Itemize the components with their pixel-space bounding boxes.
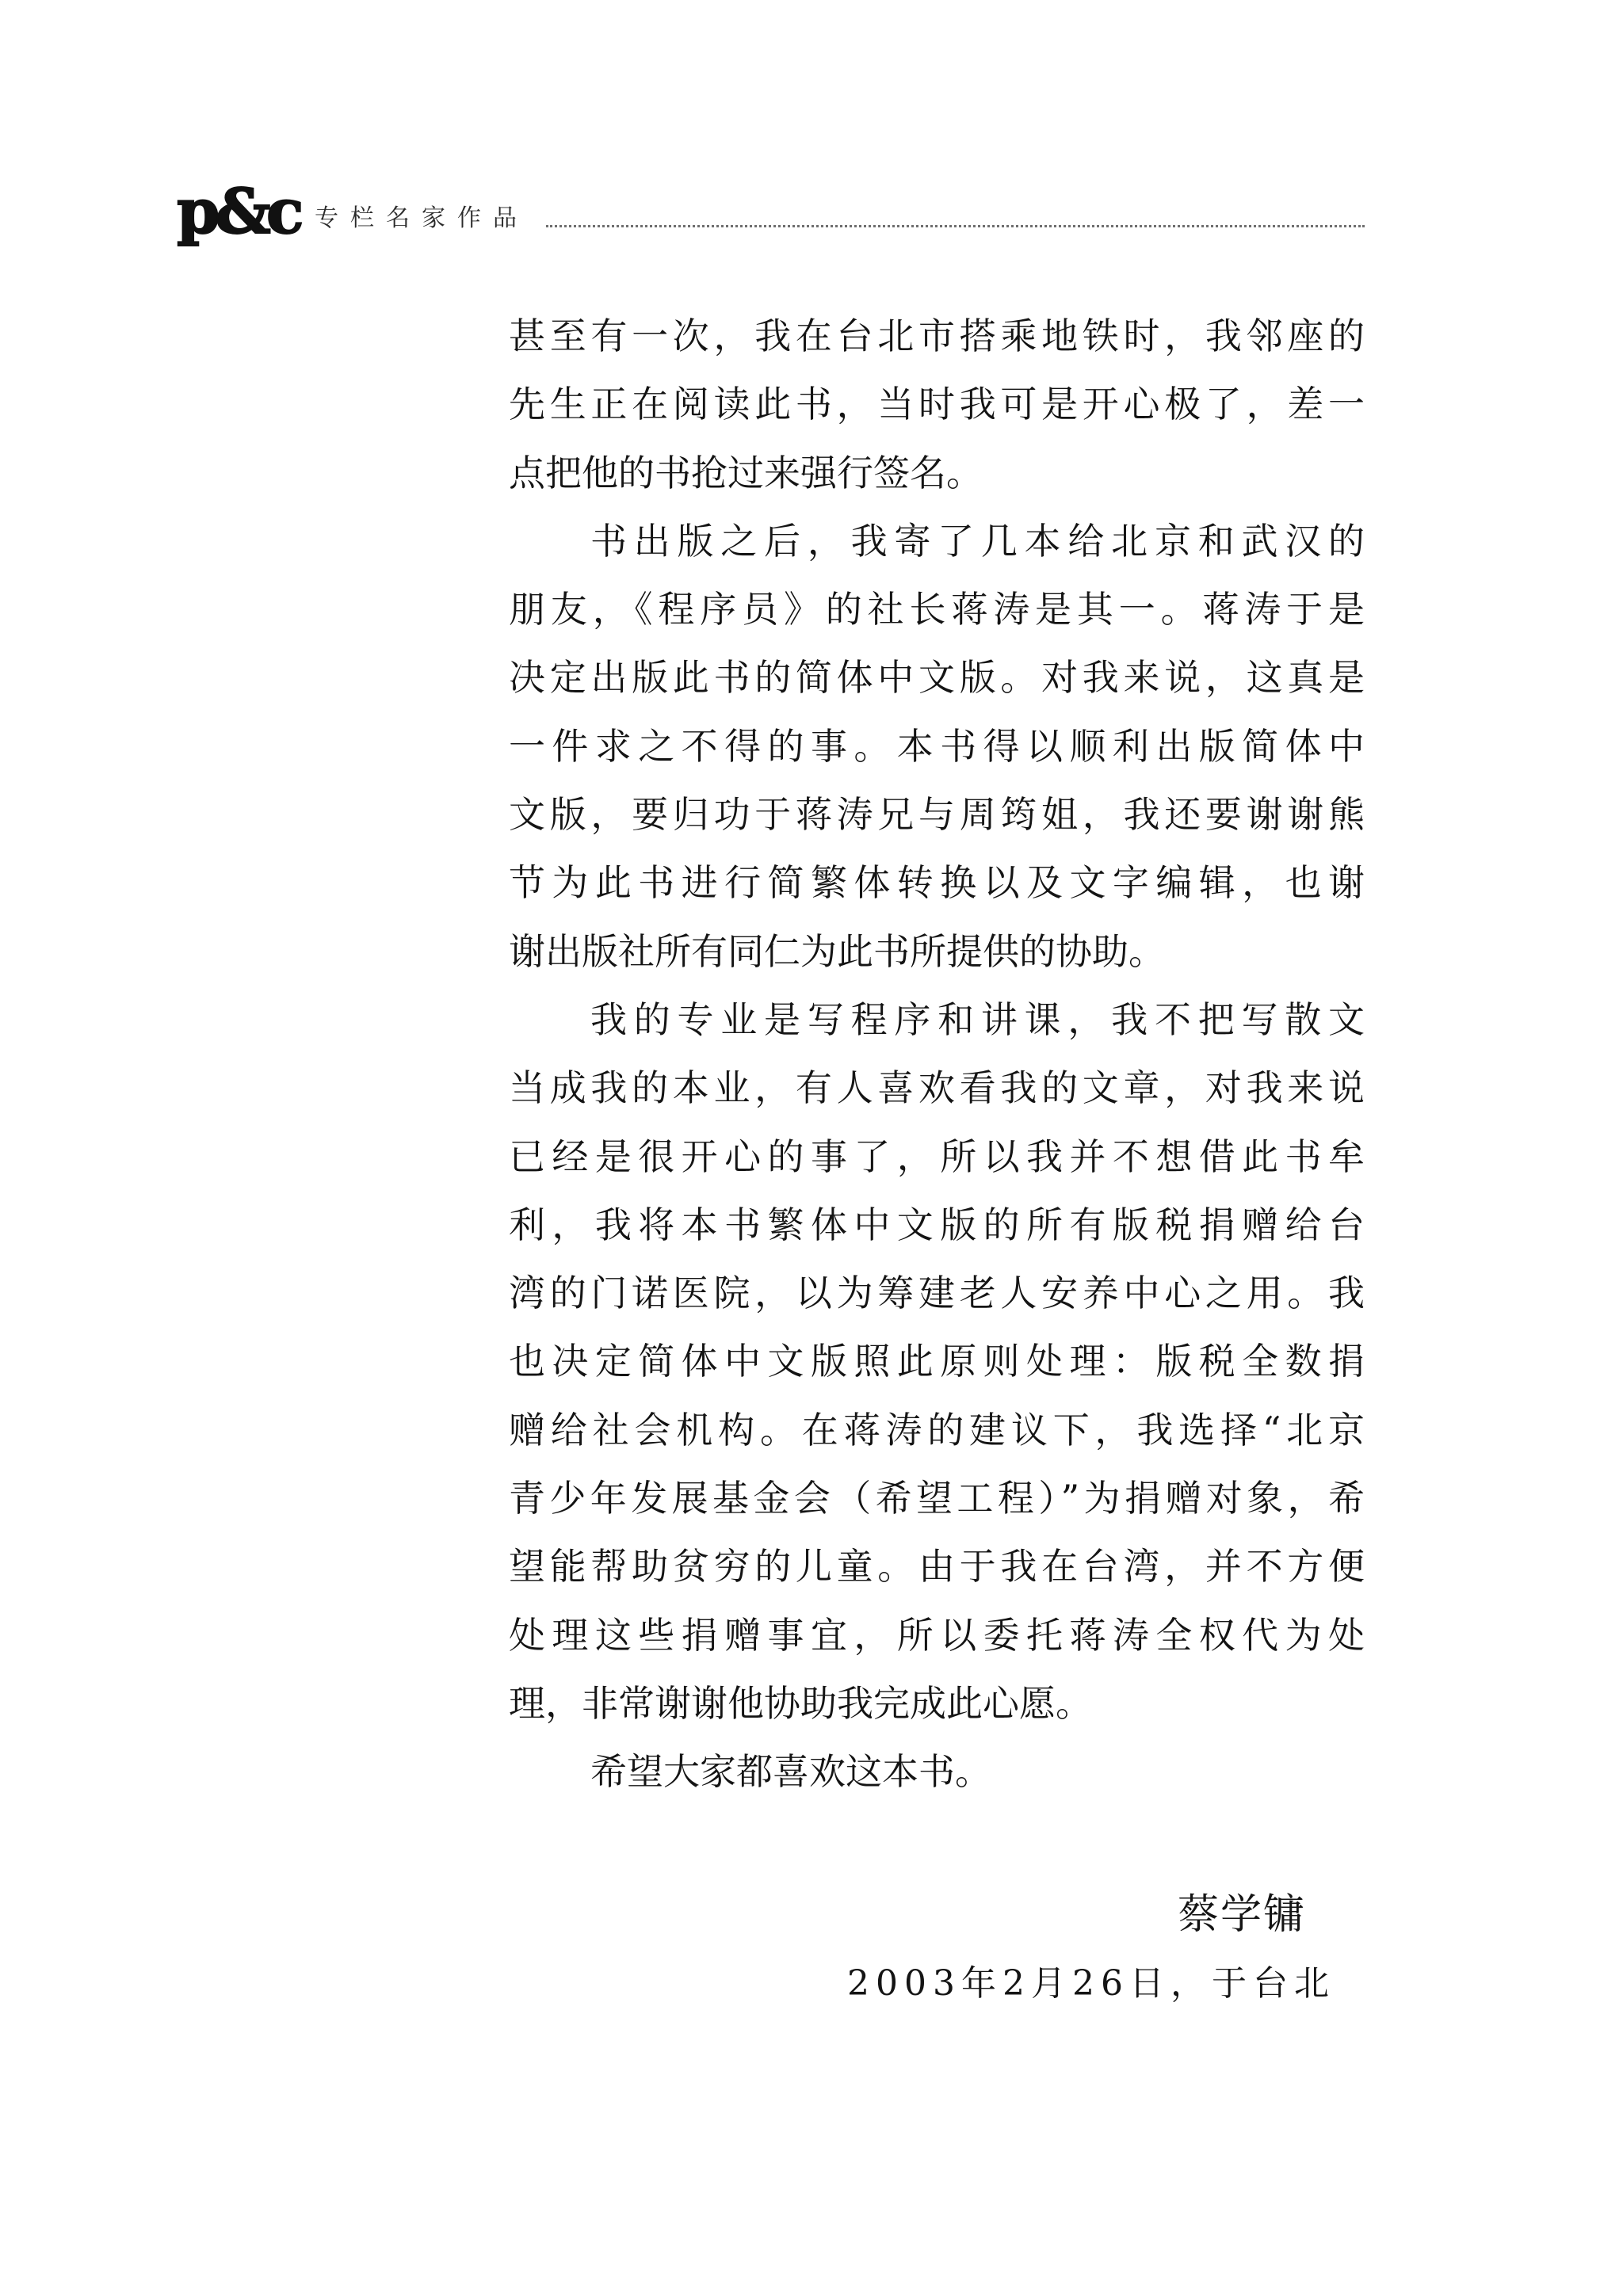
paragraph: [509, 507, 1365, 986]
text-line: 处理这些捐赠事宜，所以委托蒋涛全权代为处: [509, 1613, 1365, 1657]
text-line: 谢出版社所有同仁为此书所提供的协助。: [509, 929, 1165, 973]
header-dotted-rule: [546, 225, 1365, 227]
text-line: 我的专业是写程序和讲课，我不把写散文: [590, 997, 1365, 1041]
signature-author: 蔡学镛: [1177, 1891, 1306, 1939]
signature-date-place: 2003年2月26日，于台北: [847, 1963, 1335, 2004]
text-line: 朋友，《程序员》的社长蒋涛是其一。蒋涛于是: [509, 588, 1365, 631]
text-line: 决定出版此书的简体中文版。对我来说，这真是: [509, 656, 1365, 700]
text-line: 先生正在阅读此书，当时我可是开心极了，差一: [509, 383, 1365, 426]
body-text: [509, 302, 1365, 1806]
text-line: 湾的门诺医院，以为筹建老人安养中心之用。我: [509, 1272, 1365, 1315]
text-line: 点把他的书抢过来强行签名。: [509, 451, 983, 494]
text-line: 利，我将本书繁体中文版的所有版税捐赠给台: [509, 1203, 1365, 1246]
paragraph: [509, 986, 1365, 1737]
text-line: 文版，要归功于蒋涛兄与周筠姐，我还要谢谢熊: [509, 793, 1365, 837]
text-line: 节为此书进行简繁体转换以及文字编辑，也谢: [509, 861, 1365, 905]
text-line: 也决定简体中文版照此原则处理：版税全数捐: [509, 1340, 1365, 1383]
publisher-logo: p&c: [177, 176, 300, 248]
column-title: 专栏名家作品: [315, 204, 529, 232]
text-line: 一件求之不得的事。本书得以顺利出版简体中: [509, 724, 1365, 768]
text-line: 已经是很开心的事了，所以我并不想借此书牟: [509, 1135, 1365, 1178]
text-line: 青少年发展基金会（希望工程）”为捐赠对象，希: [509, 1477, 1365, 1520]
text-line: 赠给社会机构。在蒋涛的建议下，我选择“北京: [509, 1408, 1365, 1451]
text-line: 希望大家都喜欢这本书。: [590, 1750, 991, 1794]
text-line: 望能帮助贫穷的儿童。由于我在台湾，并不方便: [509, 1545, 1365, 1589]
paragraph-continued: [509, 302, 1365, 507]
paragraph: [509, 1737, 1365, 1806]
text-line: 当成我的本业，有人喜欢看我的文章，对我来说: [509, 1066, 1365, 1110]
text-line: 甚至有一次，我在台北市搭乘地铁时，我邻座的: [509, 315, 1365, 357]
text-line: 书出版之后，我寄了几本给北京和武汉的: [590, 519, 1365, 563]
text-line: 理，非常谢谢他协助我完成此心愿。: [509, 1681, 1092, 1725]
